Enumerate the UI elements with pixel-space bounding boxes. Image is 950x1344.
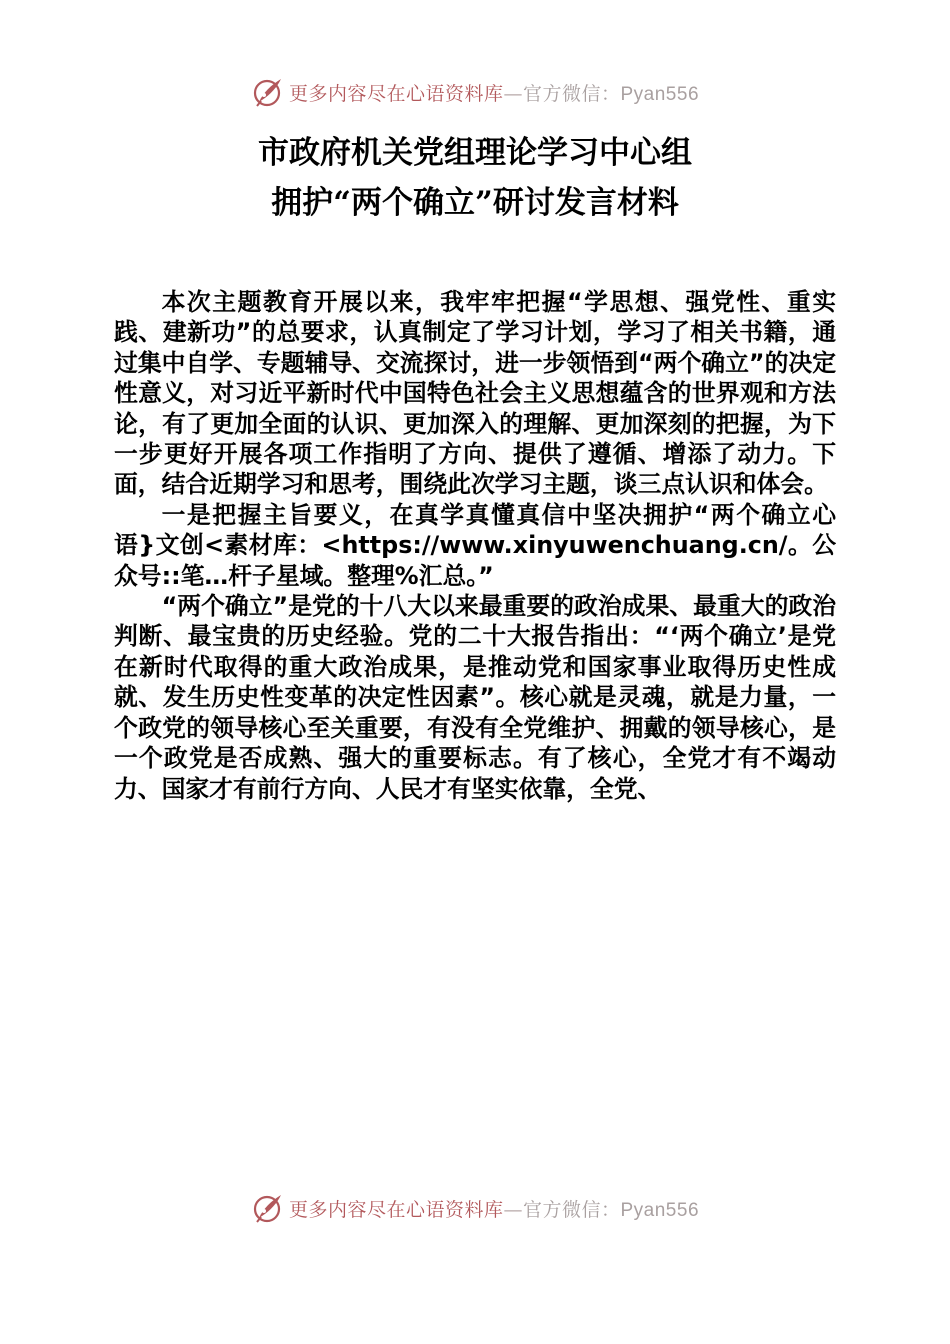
- footer-banner-title: 更多内容尽在心语资料库: [288, 1198, 504, 1221]
- header-wechat-id: Pyan556: [620, 83, 700, 105]
- title-line-2: 拥护“两个确立”研讨发言材料: [271, 185, 679, 221]
- footer-banner: [0, 1188, 950, 1228]
- footer-banner-content: [251, 1191, 699, 1225]
- document-title: [0, 128, 950, 228]
- header-wechat-label: 官方微信：: [522, 82, 621, 105]
- footer-wechat-label: 官方微信：: [522, 1198, 621, 1221]
- quill-pen-logo-icon: [251, 1191, 285, 1225]
- body-paragraph: “两个确立”是党的十八大以来最重要的政治成果、最重大的政治判断、最宝贵的历史经验。党的二十大报告指出：“‘两个确立’是党在新时代取得的重大政治成果，是推动党和国家事业取得历史性成就、发生历史性变革的决定性因素”。核心就是灵魂，就是力量，一个政党的领导核心至关重要，有没有全党维护、拥戴的领导核心，是一个政党是否成熟、强大的重要标志。有了核心，全党才有不竭动力、国家才有前行方向、人民才有坚实依靠，全党、: [114, 592, 836, 803]
- document-body: [114, 287, 836, 804]
- header-banner-content: [251, 75, 699, 109]
- header-banner-title: 更多内容尽在心语资料库: [288, 82, 504, 105]
- quill-pen-logo-icon: [251, 75, 285, 109]
- body-paragraph: 本次主题教育开展以来，我牢牢把握“学思想、强党性、重实践、建新功”的总要求，认真制定了学习计划，学习了相关书籍，通过集中自学、专题辅导、交流探讨，进一步领悟到“两个确立”的决定性意义，对习近平新时代中国特色社会主义思想蕴含的世界观和方法论，有了更加全面的认识、更加深入的理解、更加深刻的把握，为下一步更好开展各项工作指明了方向、提供了遵循、增添了动力。下面，结合近期学习和思考，围绕此次学习主题，谈三点认识和体会。: [114, 288, 836, 499]
- body-paragraph: 一是把握主旨要义，在真学真懂真信中坚决拥护“两个确立心语}文创<素材库：<https://www.xinyuwenchuang.cn/。公众号::笔…杆子星域。整理%汇总。”: [114, 500, 836, 590]
- header-banner-separator: —: [503, 82, 523, 105]
- header-banner-text: [289, 79, 699, 106]
- footer-wechat-id: Pyan556: [620, 1199, 700, 1221]
- title-line-1: 市政府机关党组理论学习中心组: [258, 135, 692, 171]
- footer-banner-separator: —: [503, 1198, 523, 1221]
- footer-banner-text: [289, 1195, 699, 1222]
- header-banner: [0, 72, 950, 112]
